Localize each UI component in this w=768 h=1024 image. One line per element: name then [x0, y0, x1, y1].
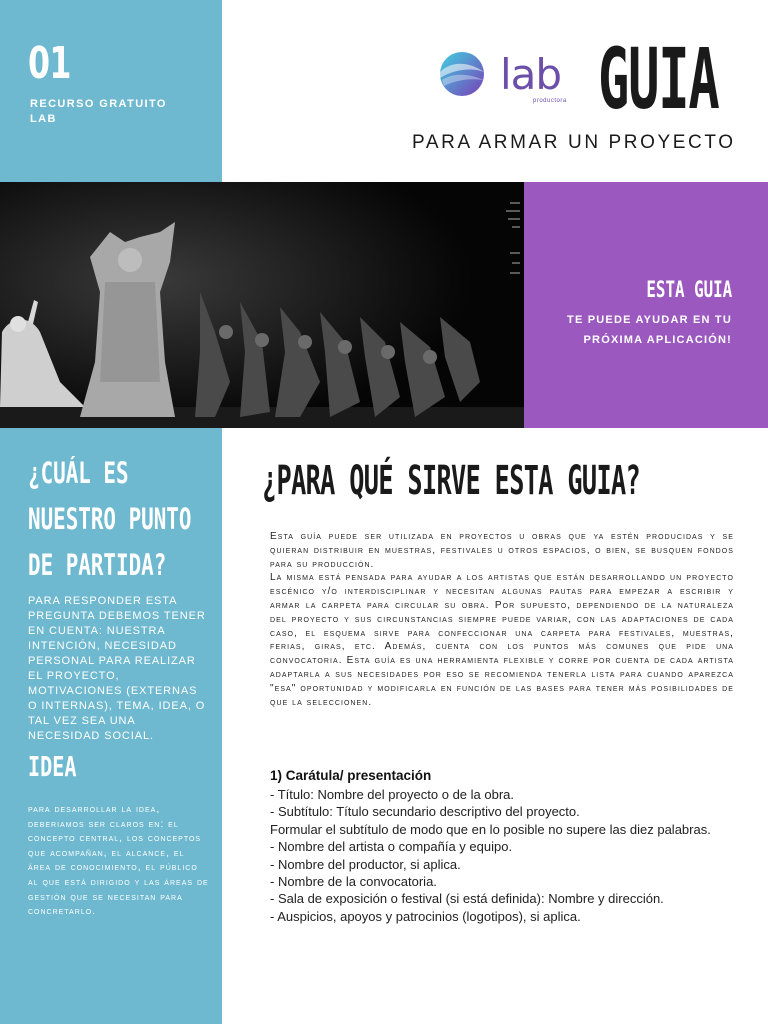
- sidebar-question-text: ¿CUÁL ES NUESTRO PUNTO DE PARTIDA?: [28, 456, 192, 582]
- list-item: - Nombre del productor, si aplica.: [270, 856, 461, 872]
- promo-heading: ESTA GUIA: [646, 278, 732, 303]
- resource-label: [30, 97, 167, 127]
- list-item: - Auspicios, apoyos y patrocinios (logotipos), si aplica.: [270, 908, 581, 924]
- lab-logo-icon: [434, 50, 494, 100]
- list-item: Formular el subtítulo de modo que en lo posible no supere las diez palabras.: [270, 821, 711, 837]
- section-heading: 1) Carátula/ presentación: [270, 768, 432, 783]
- header-title: GUIA: [598, 30, 719, 128]
- logo-subtext: productora: [533, 98, 567, 104]
- list-item: - Nombre del artista o compañía y equipo.: [270, 839, 513, 855]
- main-title: ¿PARA QUÉ SIRVE ESTA GUIA?: [262, 458, 641, 504]
- logo-text: lab: [500, 50, 562, 99]
- main-body: [270, 530, 734, 709]
- promo-text: TE PUEDE AYUDAR EN TU PRÓXIMA APLICACIÓN!: [567, 314, 732, 346]
- list-item: - Sala de exposición o festival (si está definida): Nombre y dirección.: [270, 891, 664, 907]
- sidebar-question-heading: [28, 450, 215, 588]
- resource-line-2: LAB: [30, 113, 57, 125]
- sidebar: [0, 428, 222, 1024]
- theater-photo: [0, 182, 524, 428]
- top-left-panel: [0, 0, 222, 182]
- header-subtitle: PARA ARMAR UN PROYECTO: [412, 132, 736, 153]
- idea-body: para desarrollar la idea, deberiamos ser claros en: el concepto central, los conceptos que acompañan, el alcance, el área de conocimiento, el público al que está dirigido y las áreas de gestión que se necesitan para concretarlo.: [28, 803, 209, 918]
- list-item: - Nombre de la convocatoria.: [270, 874, 437, 890]
- main-paragraph-2: La misma está pensada para ayudar a los artistas que están desarrollando un proyecto escénico y/o interdisciplinar y necesitan algunas pautas para empezar a escribir y armar la carpeta para circular su obra. Por supuesto, dependiendo de la naturaleza del proyecto y sus circunstancias siempre puede variar, con las adaptaciones de cada caso, el esquema sirve para confeccionar una carpeta para festivales, muestras, ferias, giras, etc. Además, cuenta con los puntos más comunes que pide una convocatoria. Esta guía es una herramienta flexible y corre por cuenta de cada artista adaptarla a sus necesidades por eso se recomienda tenerla lista para cuando aparezca "esa" oportunidad y modificarla en función de las bases para tener más posibilidades de que la seleccionen.: [270, 572, 734, 708]
- section-list: [270, 786, 740, 925]
- main-paragraph-1: Esta guía puede ser utilizada en proyectos u obras que ya estén producidas y se quieran distribuir en muestras, festivales u otros espacios, o bien, se busquen fondos para su producción.: [270, 531, 734, 570]
- sidebar-question-body: PARA RESPONDER ESTA PREGUNTA DEBEMOS TENER EN CUENTA: NUESTRA INTENCIÓN, NECESIDAD PERSONAL PARA REALIZAR EL PROYECTO, MOTIVACIONES (EXTERNAS O INTERNAS), TEMA, IDEA, O TAL VEZ SEA UNA NECESIDAD SOCIAL.: [28, 595, 206, 742]
- page-number: 01: [28, 38, 71, 89]
- list-item: - Subtítulo: Título secundario descriptivo del proyecto.: [270, 804, 580, 820]
- idea-heading: IDEA: [28, 750, 77, 783]
- resource-line-1: RECURSO GRATUITO: [30, 98, 167, 110]
- list-item: - Título: Nombre del proyecto o de la obra.: [270, 787, 514, 802]
- promo-box: [524, 182, 768, 428]
